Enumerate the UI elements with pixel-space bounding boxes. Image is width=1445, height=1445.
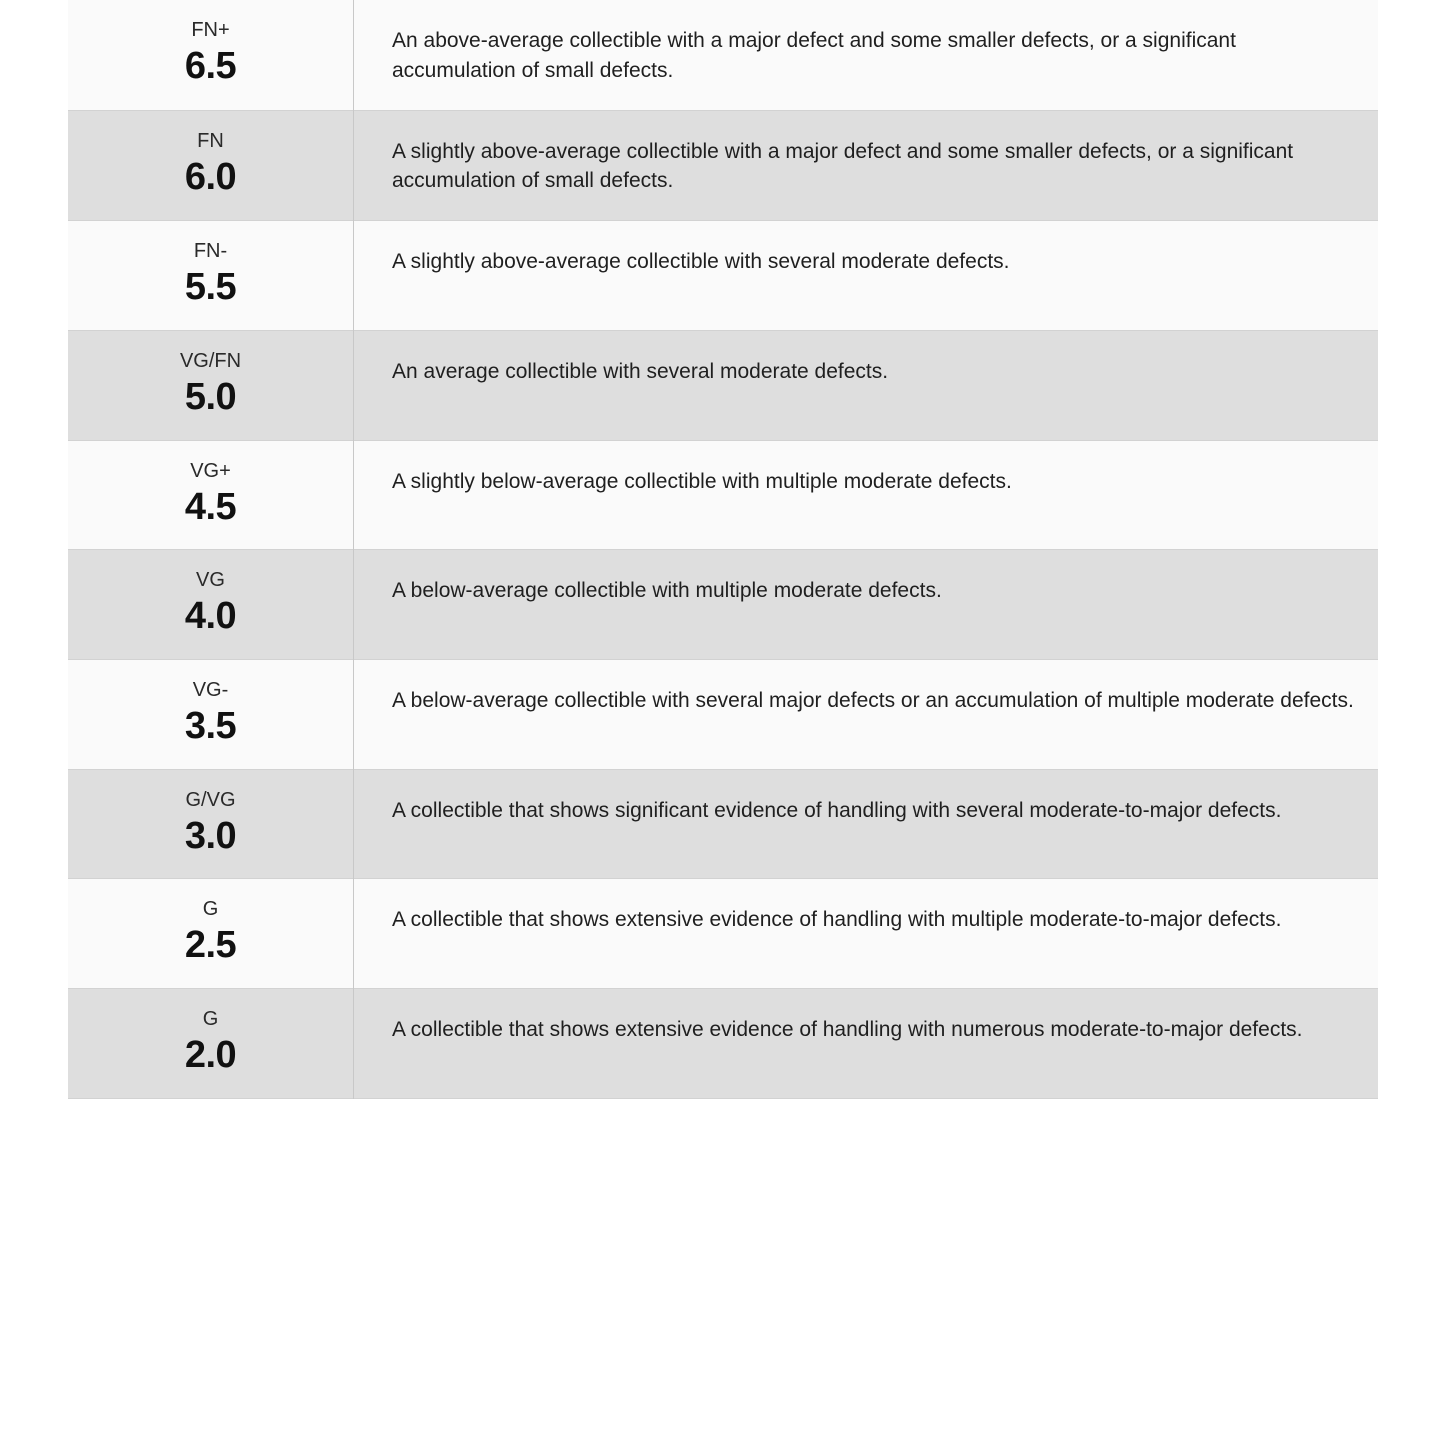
grade-abbreviation: FN+ [191, 19, 230, 41]
grade-number: 6.5 [184, 45, 237, 87]
description-cell [354, 550, 1379, 660]
table-row [68, 330, 1378, 440]
grade-description: An average collectible with several moderate defects. [392, 359, 889, 383]
description-cell [354, 660, 1379, 770]
description-cell [354, 330, 1379, 440]
grade-number: 4.0 [184, 595, 237, 638]
description-cell [354, 0, 1379, 110]
grade-abbreviation: FN [197, 129, 224, 152]
grade-cell [68, 0, 354, 110]
grade-cell [68, 110, 354, 221]
grade-abbreviation: G [202, 1008, 219, 1031]
grade-abbreviation: FN- [193, 240, 228, 263]
grade-number: 3.5 [184, 705, 237, 747]
grade-description: A below-average collectible with multiple moderate defects. [392, 579, 942, 603]
grade-cell [68, 330, 354, 440]
grade-number: 3.0 [184, 814, 237, 857]
grade-description: A slightly above-average collectible with several moderate defects. [392, 250, 1010, 274]
grade-cell [68, 989, 354, 1099]
grading-scale-table [68, 0, 1378, 1099]
grade-number: 5.0 [184, 375, 237, 418]
grade-description: A slightly below-average collectible with multiple moderate defects. [392, 469, 1012, 493]
description-cell [354, 221, 1379, 331]
grade-number: 5.5 [184, 266, 237, 309]
grade-description: A below-average collectible with several major defects or an accumulation of multiple moderate defects. [392, 689, 1354, 712]
table-row [68, 0, 1378, 110]
description-cell [354, 110, 1379, 221]
grade-cell [68, 550, 354, 660]
table-row [68, 110, 1378, 221]
table-row [68, 660, 1378, 770]
grade-abbreviation: VG- [192, 679, 229, 701]
grading-scale-body [68, 0, 1378, 1098]
grade-abbreviation: VG+ [190, 459, 231, 482]
grade-description: An above-average collectible with a major defect and some smaller defects, or a significant accumulation of small defects. [392, 29, 1236, 82]
table-row [68, 989, 1378, 1099]
grade-cell [68, 221, 354, 331]
grade-cell [68, 660, 354, 770]
description-cell [354, 879, 1379, 989]
grade-number: 2.0 [184, 1034, 237, 1077]
grade-abbreviation: VG [196, 569, 225, 592]
grade-description: A collectible that shows significant evidence of handling with several moderate-to-major defects. [392, 798, 1282, 822]
table-row [68, 221, 1378, 331]
table-row [68, 550, 1378, 660]
description-cell [354, 989, 1379, 1099]
grade-description: A slightly above-average collectible with a major defect and some smaller defects, or a significant accumulation of small defects. [392, 139, 1294, 193]
grade-abbreviation: G/VG [185, 788, 236, 811]
grade-number: 6.0 [184, 155, 237, 198]
grade-number: 2.5 [184, 924, 237, 967]
table-row [68, 879, 1378, 989]
grade-cell [68, 440, 354, 550]
description-cell [354, 769, 1379, 879]
grade-cell [68, 879, 354, 989]
description-cell [354, 440, 1379, 550]
grade-abbreviation: VG/FN [179, 349, 242, 372]
grade-description: A collectible that shows extensive evidence of handling with numerous moderate-to-major defects. [392, 1018, 1303, 1042]
table-row [68, 769, 1378, 879]
grade-cell [68, 769, 354, 879]
grade-abbreviation: G [202, 898, 219, 921]
table-row [68, 440, 1378, 550]
grade-number: 4.5 [184, 485, 237, 528]
grade-description: A collectible that shows extensive evidence of handling with multiple moderate-to-major defects. [392, 908, 1282, 932]
